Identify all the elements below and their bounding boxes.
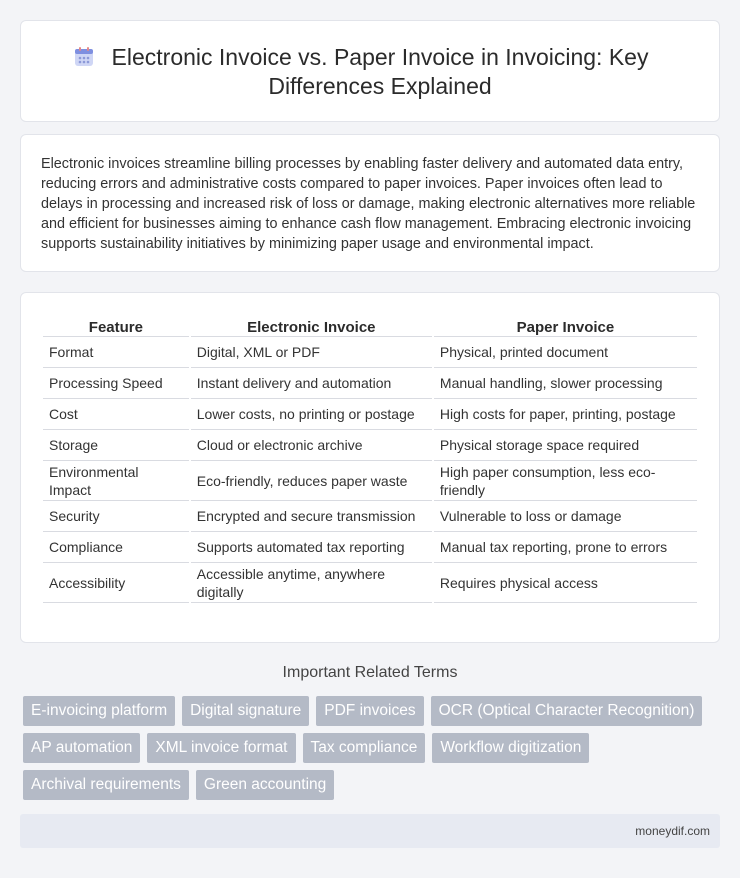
footer-site-link[interactable]: moneydif.com (635, 824, 710, 838)
cell-feature: Cost (43, 399, 189, 430)
cell-paper: Physical, printed document (434, 337, 697, 368)
table-row (43, 337, 697, 368)
table-row (43, 501, 697, 532)
cell-feature: Accessibility (43, 563, 189, 603)
comparison-table (41, 315, 699, 603)
table-row (43, 461, 697, 501)
cell-electronic: Instant delivery and automation (191, 368, 432, 399)
cell-electronic: Encrypted and secure transmission (191, 501, 432, 532)
cell-feature: Storage (43, 430, 189, 461)
cell-paper: High paper consumption, less eco-friendly (434, 461, 697, 501)
footer-bar (20, 814, 720, 848)
cell-feature: Security (43, 501, 189, 532)
table-row (43, 368, 697, 399)
related-term-tag[interactable]: E-invoicing platform (23, 696, 175, 726)
cell-electronic: Lower costs, no printing or postage (191, 399, 432, 430)
table-row (43, 563, 697, 603)
related-terms-list (23, 696, 723, 800)
related-term-tag[interactable]: PDF invoices (316, 696, 423, 726)
cell-paper: High costs for paper, printing, postage (434, 399, 697, 430)
related-term-tag[interactable]: OCR (Optical Character Recognition) (431, 696, 703, 726)
intro-paragraph: Electronic invoices streamline billing processes by enabling faster delivery and automated data entry, reducing errors and administrative costs compared to paper invoices. Paper invoices often lead to delays in processing and increased risk of loss or damage, making electronic alternatives more reliable and efficient for businesses aiming to enhance cash flow management. Embracing electronic invoicing supports sustainability initiatives by minimizing paper usage and environmental impact. (41, 156, 696, 252)
header-paper: Paper Invoice (434, 315, 697, 337)
table-row (43, 430, 697, 461)
cell-electronic: Accessible anytime, anywhere digitally (191, 563, 432, 603)
related-term-tag[interactable]: Digital signature (182, 696, 309, 726)
related-term-tag[interactable]: Tax compliance (303, 733, 426, 763)
cell-paper: Physical storage space required (434, 430, 697, 461)
cell-paper: Manual handling, slower processing (434, 368, 697, 399)
cell-paper: Manual tax reporting, prone to errors (434, 532, 697, 563)
related-term-tag[interactable]: Workflow digitization (432, 733, 589, 763)
cell-feature: Compliance (43, 532, 189, 563)
related-terms-heading: Important Related Terms (282, 664, 458, 681)
comparison-card (20, 292, 720, 643)
table-row (43, 532, 697, 563)
header-electronic: Electronic Invoice (191, 315, 432, 337)
related-term-tag[interactable]: AP automation (23, 733, 140, 763)
title-card (20, 20, 720, 122)
related-term-tag[interactable]: XML invoice format (147, 733, 295, 763)
cell-feature: Environmental Impact (43, 461, 189, 501)
cell-electronic: Cloud or electronic archive (191, 430, 432, 461)
table-row (43, 399, 697, 430)
cell-electronic: Digital, XML or PDF (191, 337, 432, 368)
page-title: Electronic Invoice vs. Paper Invoice in Invoicing: Key Differences Explained (111, 44, 649, 99)
cell-electronic: Eco-friendly, reduces paper waste (191, 461, 432, 501)
cell-feature: Processing Speed (43, 368, 189, 399)
table-header-row (43, 315, 697, 337)
cell-paper: Requires physical access (434, 563, 697, 603)
related-term-tag[interactable]: Archival requirements (23, 770, 189, 800)
related-term-tag[interactable]: Green accounting (196, 770, 334, 800)
cell-feature: Format (43, 337, 189, 368)
header-feature: Feature (43, 315, 189, 337)
cell-electronic: Supports automated tax reporting (191, 532, 432, 563)
cell-paper: Vulnerable to loss or damage (434, 501, 697, 532)
intro-card (20, 134, 720, 272)
